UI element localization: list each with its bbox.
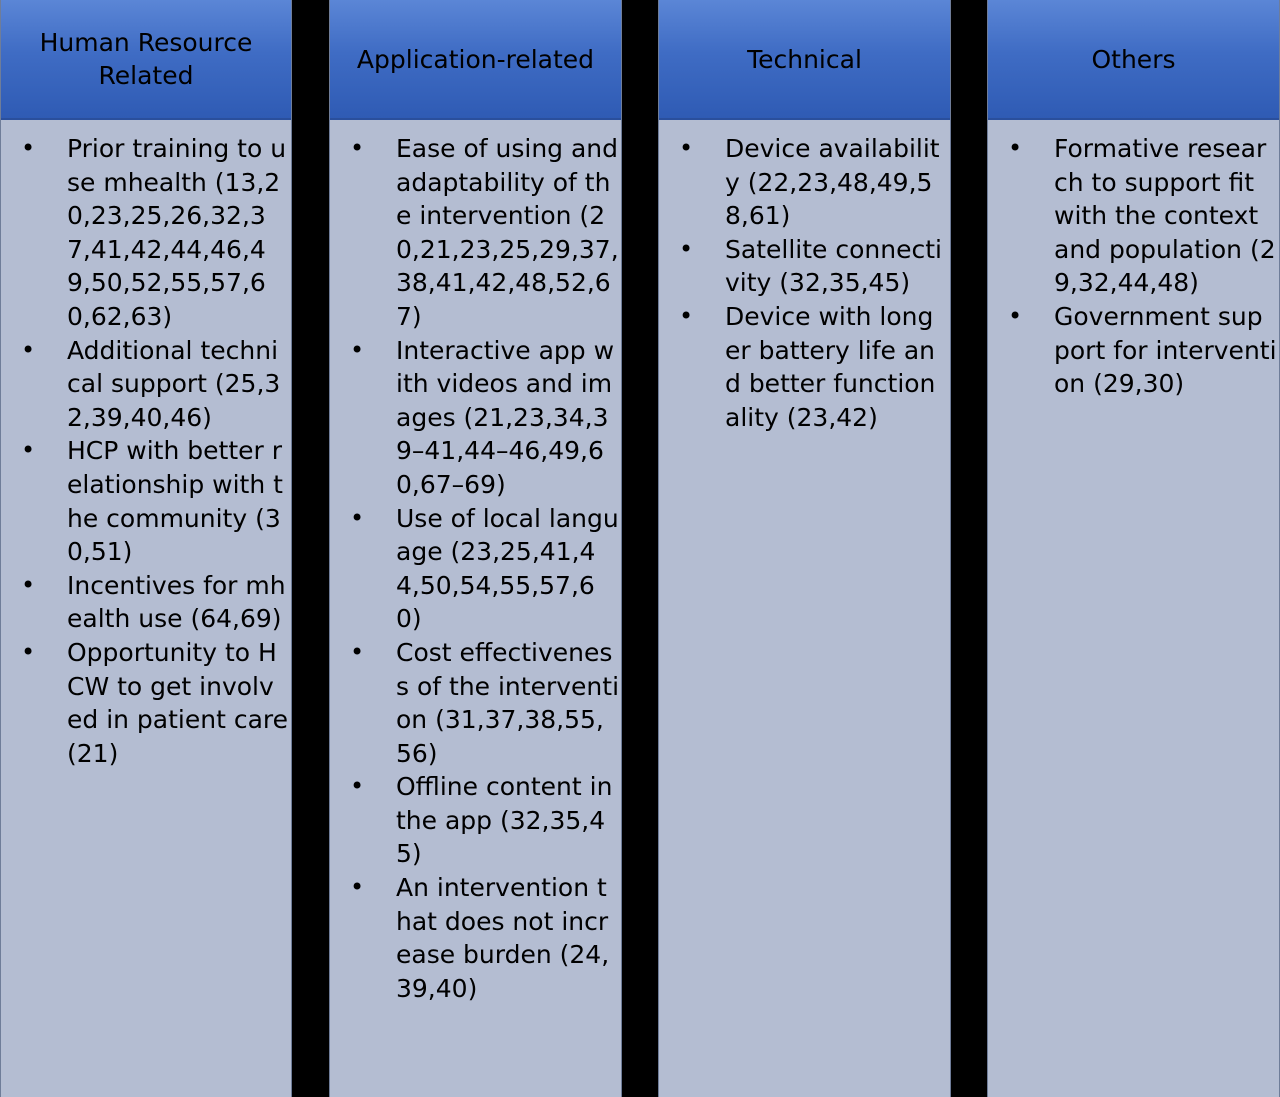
factor-text: Incentives for mhealth use (64,69) [67, 570, 286, 634]
factor-list-item [330, 132, 621, 334]
bullet-icon: • [350, 772, 365, 801]
factor-text: Use of local language (23,25,41,44,50,54,55,57,60) [396, 503, 619, 634]
bullet-icon: • [350, 335, 365, 364]
factor-list-item [1, 569, 291, 636]
column-human-resource [0, 0, 292, 1097]
column-technical [658, 0, 951, 1097]
factor-text: Device availability (22,23,48,49,58,61) [725, 134, 940, 231]
factor-list [988, 120, 1279, 401]
bullet-icon: • [1008, 301, 1023, 330]
bullet-icon: • [350, 134, 365, 162]
factor-list-item [988, 132, 1279, 300]
factor-text: Formative research to support fit with the context and population (29,32,44,48) [1054, 134, 1276, 298]
factor-text: Satellite connectivity (32,35,45) [725, 234, 942, 298]
column-header [659, 0, 950, 120]
column-header [988, 0, 1279, 120]
bullet-icon: • [679, 234, 694, 263]
column-header-label: Human Resource Related [39, 28, 253, 90]
column-application-related [329, 0, 622, 1097]
bullet-icon: • [21, 335, 36, 364]
factor-list [659, 120, 950, 434]
factor-text: Additional technical support (25,32,39,40,46) [67, 335, 281, 432]
bullet-icon: • [679, 301, 694, 330]
bullet-icon: • [350, 637, 365, 666]
factor-list-item [330, 770, 621, 871]
factor-list-item [659, 233, 950, 300]
factor-text: Cost effectiveness of the intervention (31,37,38,55,56) [396, 637, 620, 768]
factor-list-item [659, 300, 950, 434]
bullet-icon: • [350, 503, 365, 532]
factor-list-item [988, 300, 1279, 401]
factor-list-item [1, 434, 291, 568]
factor-list-item [330, 334, 621, 502]
bullet-icon: • [21, 570, 36, 599]
bullet-icon: • [21, 637, 36, 666]
factor-list-item [1, 636, 291, 770]
column-header-label: Application-related [356, 44, 595, 74]
column-header [330, 0, 621, 120]
factor-text: An intervention that does not increase burden (24,39,40) [396, 873, 610, 1003]
factor-text: Prior training to use mhealth (13,20,23,25,26,32,37,41,42,44,46,49,50,52,55,57,60,62,63) [67, 134, 287, 331]
bullet-icon: • [21, 134, 36, 162]
column-header-label: Technical [747, 44, 862, 74]
factor-text: Device with longer battery life and better functionality (23,42) [725, 301, 936, 432]
column-header-label: Others [1091, 44, 1176, 74]
bullet-icon: • [679, 134, 694, 162]
bullet-icon: • [350, 873, 365, 902]
factor-list [1, 120, 291, 770]
factor-text: Opportunity to HCW to get involved in patient care (21) [67, 637, 289, 768]
factor-list-item [659, 132, 950, 233]
factor-list-item [1, 334, 291, 435]
factor-text: Offline content in the app (32,35,45) [396, 772, 613, 869]
column-others [987, 0, 1280, 1097]
factor-text: Government support for intervention (29,30) [1054, 301, 1277, 399]
factor-text: Ease of using and adaptability of the intervention (20,21,23,25,29,37,38,41,42,48,52,67) [396, 134, 619, 331]
factor-list-item [330, 871, 621, 1005]
bullet-icon: • [1008, 134, 1023, 162]
factor-text: Interactive app with videos and images (21,23,34,39–41,44–46,49,60,67–69) [396, 335, 615, 499]
factor-list-item [330, 636, 621, 770]
factor-list-item [330, 502, 621, 636]
column-header [1, 0, 291, 120]
factor-list-item [1, 132, 291, 334]
bullet-icon: • [21, 436, 36, 465]
factor-text: HCP with better relationship with the community (30,51) [67, 436, 283, 567]
factor-list [330, 120, 621, 1005]
